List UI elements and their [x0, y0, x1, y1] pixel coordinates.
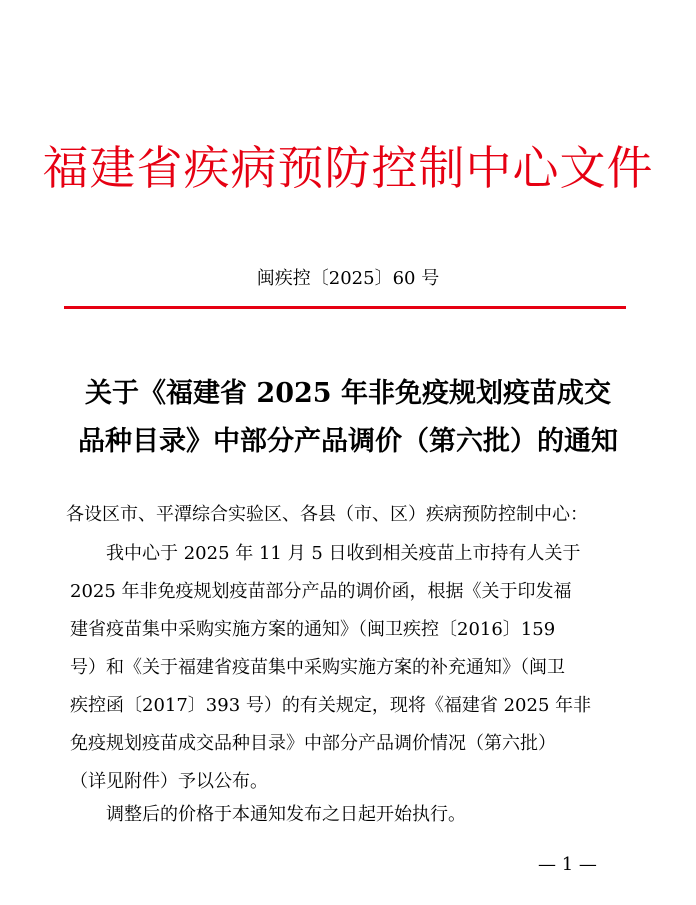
document-header-title: 福建省疾病预防控制中心文件	[42, 141, 654, 195]
paragraph-line: 号）和《关于福建省疫苗集中采购实施方案的补充通知》（闽卫	[70, 657, 565, 678]
notice-title-line-2: 品种目录》中部分产品调价（第六批）的通知	[78, 426, 618, 457]
paragraph-line: 疾控函〔2017〕393 号）的有关规定，现将《福建省 2025 年非	[70, 695, 592, 716]
document-number: 闽疾控〔2025〕60 号	[256, 268, 440, 289]
paragraph-line: 免疫规划疫苗成交品种目录》中部分产品调价情况（第六批）	[70, 733, 556, 754]
notice-title-line-1: 关于《福建省 2025 年非免疫规划疫苗成交	[85, 378, 611, 409]
page-number: — 1 —	[538, 854, 597, 875]
body-paragraph-1	[70, 535, 630, 801]
paragraph-line: （详见附件）予以公布。	[70, 771, 268, 792]
body-paragraph-2: 调整后的价格于本通知发布之日起开始执行。	[106, 804, 466, 825]
notice-title	[60, 370, 636, 466]
red-divider-line	[64, 306, 626, 309]
salutation: 各设区市、平潭综合实验区、各县（市、区）疾病预防控制中心：	[66, 504, 588, 525]
paragraph-line: 建省疫苗集中采购实施方案的通知》（闽卫疾控〔2016〕159	[70, 619, 556, 640]
paragraph-line: 我中心于 2025 年 11 月 5 日收到相关疫苗上市持有人关于	[106, 543, 581, 564]
paragraph-line: 2025 年非免疫规划疫苗部分产品的调价函，根据《关于印发福	[70, 581, 572, 602]
